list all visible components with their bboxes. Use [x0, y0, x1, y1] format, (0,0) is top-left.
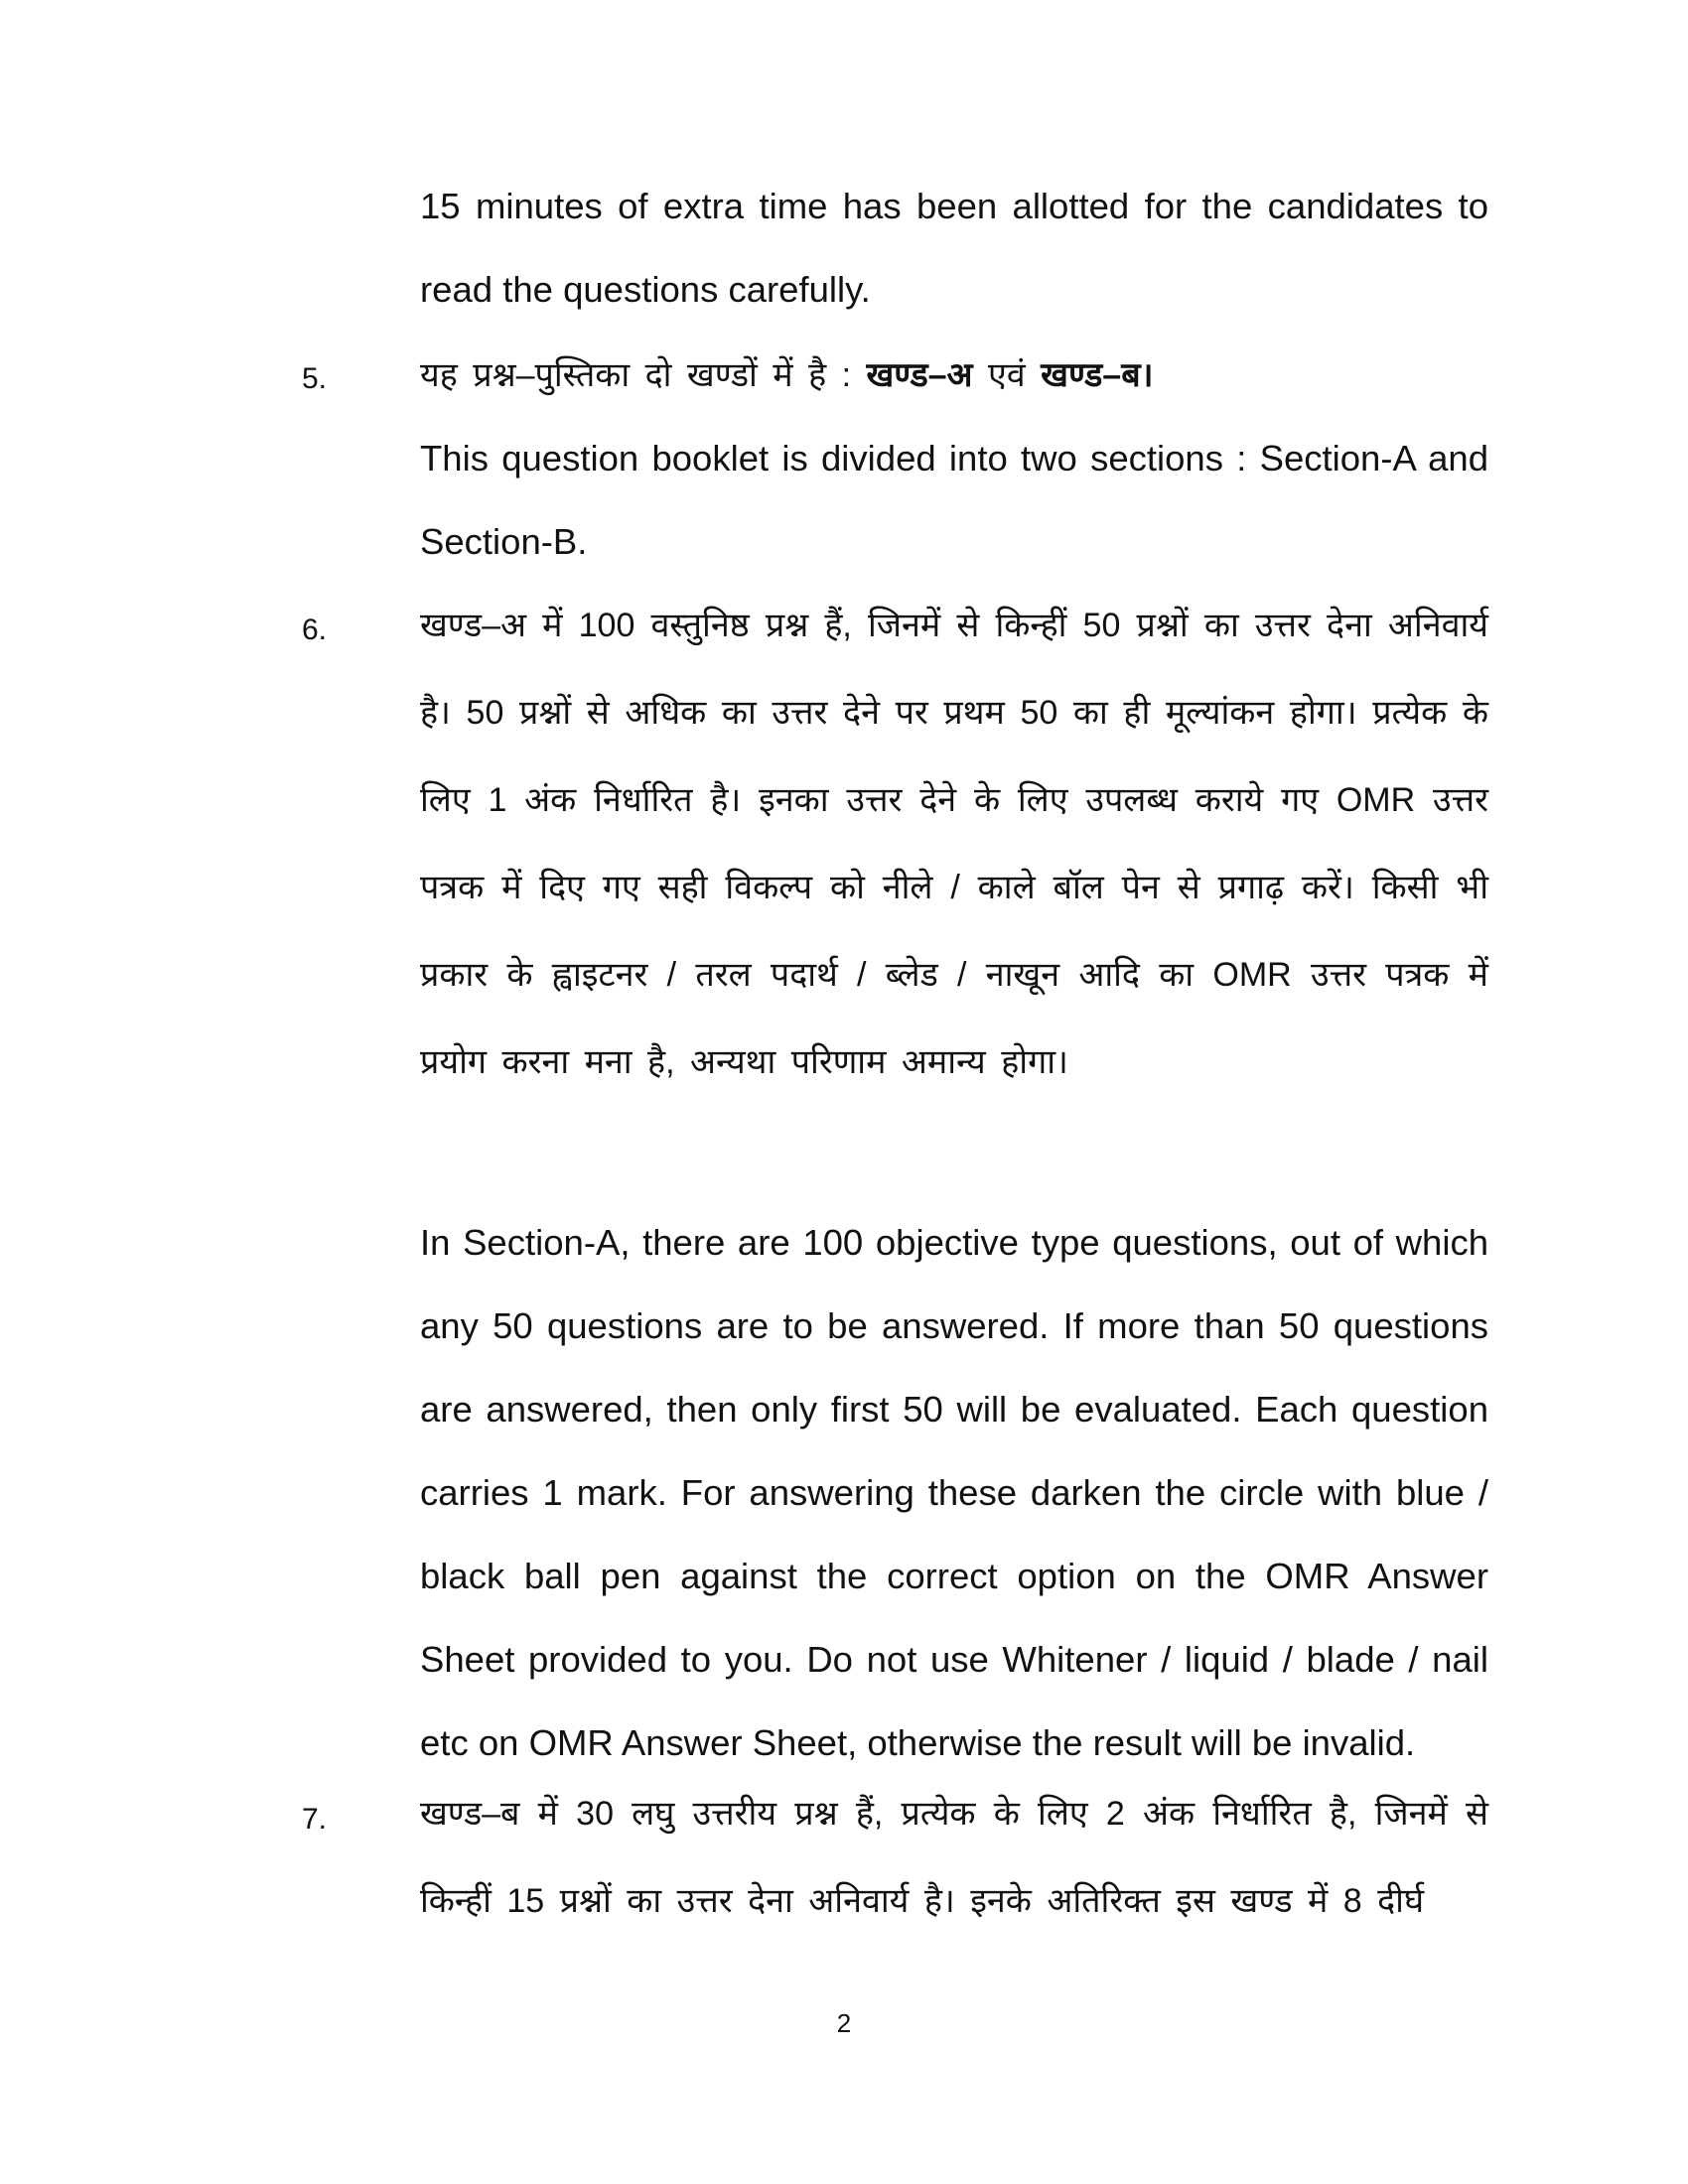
item-7-hindi: खण्ड–ब में 30 लघु उत्तरीय प्रश्न हैं, प्रत्येक के लिए 2 अंक निर्धारित है, जिनमें से किन्हीं 15 प्रश्नों का उत्तर देना अनिवार्य है। इनके अतिरिक्त इस खण्ड में 8 दीर्घ [420, 1795, 1488, 1920]
item-number-5: 5. [302, 362, 328, 395]
intro-paragraph: 15 minutes of extra time has been allotted for the candidates to read the questions carefully. [420, 186, 1488, 310]
item-5-hindi-section-b: खण्ड–ब। [1041, 356, 1154, 394]
item-6-english: In Section-A, there are 100 objective type questions, out of which any 50 questions are to be answered. If more than 50 questions are answered, then only first 50 will be evaluated. Each question carries 1 mark. For answering these darken the circle with blue / black ball pen against the correct option on the OMR Answer Sheet provided to you. Do not use Whitener / liquid / blade / nail etc on OMR Answer Sheet, otherwise the result will be invalid. [420, 1222, 1488, 1763]
item-number-6: 6. [302, 614, 328, 646]
item-5-hindi-prefix: यह प्रश्न–पुस्तिका दो खण्डों में है : [420, 356, 867, 394]
item-5-hindi [420, 332, 1488, 419]
item-6-hindi: खण्ड–अ में 100 वस्तुनिष्ठ प्रश्न हैं, जिनमें से किन्हीं 50 प्रश्नों का उत्तर देना अनिवार्य है। 50 प्रश्नों से अधिक का उत्तर देने पर प्रथम 50 का ही मूल्यांकन होगा। प्रत्येक के लिए 1 अंक निर्धारित है। इनका उत्तर देने के लिए उपलब्ध कराये गए OMR उत्तर पत्रक में दिए गए सही विकल्प को नीले / काले बॉल पेन से प्रगाढ़ करें। किसी भी प्रकार के ह्वाइटनर / तरल पदार्थ / ब्लेड / नाखून आदि का OMR उत्तर पत्रक में प्रयोग करना मना है, अन्यथा परिणाम अमान्य होगा। [420, 607, 1488, 1081]
page-number: 2 [836, 2008, 852, 2038]
item-5-english: This question booklet is divided into two sections : Section-A and Section-B. [420, 438, 1488, 562]
item-5-hindi-and: एवं [972, 356, 1042, 394]
item-5-hindi-section-a: खण्ड–अ [866, 356, 973, 394]
item-number-7: 7. [302, 1803, 328, 1836]
